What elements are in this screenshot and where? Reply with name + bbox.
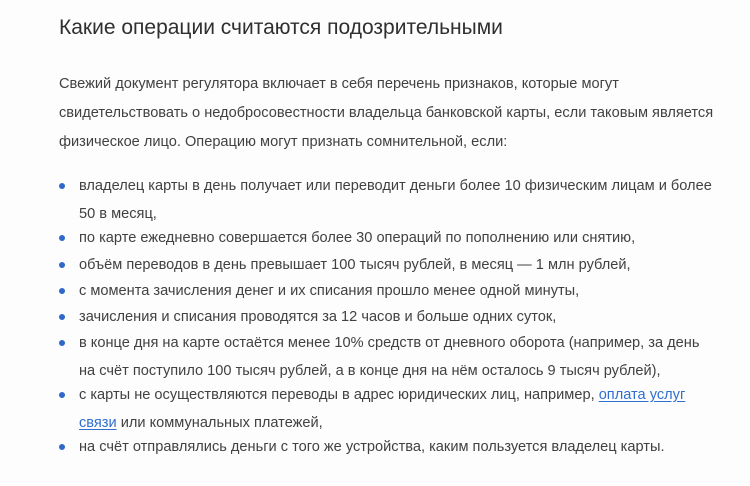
list-item-text	[79, 381, 729, 437]
bullet-icon	[59, 288, 65, 294]
list-item	[59, 329, 729, 385]
intro-line: свидетельствовать о недобросовестности владельца банковской карты, если таковым является	[59, 105, 714, 121]
bullet-icon	[59, 444, 65, 450]
intro-line: физическое лицо. Операцию могут признать сомнительной, если:	[59, 134, 508, 150]
list-item	[59, 433, 729, 461]
list-item	[59, 303, 729, 331]
list-item-line: зачисления и списания проводятся за 12 часов и больше одних суток,	[79, 309, 557, 325]
list-item-line: в конце дня на карте остаётся менее 10% средств от дневного оборота (например, за день	[79, 335, 700, 351]
communication-services-link[interactable]: связи	[79, 415, 117, 431]
bullet-icon	[59, 235, 65, 241]
list-item-line: с момента зачисления денег и их списания прошло менее одной минуты,	[79, 283, 580, 299]
list-item-text	[79, 303, 729, 331]
bullet-icon	[59, 183, 65, 189]
list-item	[59, 381, 729, 437]
list-item-text	[79, 329, 729, 385]
list-item-text-segment: с карты не осуществляются переводы в адрес юридических лиц, например,	[79, 387, 599, 403]
intro-line: Свежий документ регулятора включает в себя перечень признаков, которые могут	[59, 76, 619, 92]
list-item	[59, 224, 729, 252]
bullet-icon	[59, 340, 65, 346]
list-item-text	[79, 277, 729, 305]
list-item-text-segment: или коммунальных платежей,	[116, 415, 323, 431]
list-item-line: по карте ежедневно совершается более 30 операций по пополнению или снятию,	[79, 230, 636, 246]
list-item-line	[79, 381, 729, 409]
utility-payment-link[interactable]: оплата услуг	[598, 387, 686, 403]
list-item-line: 50 в месяц,	[79, 206, 157, 222]
bullet-icon	[59, 262, 65, 268]
list-item	[59, 172, 729, 228]
list-item-line: на счёт отправлялись деньги с того же устройства, каким пользуется владелец карты.	[79, 439, 665, 455]
list-item-line: на счёт поступило 100 тысяч рублей, а в конце дня на нём осталось 9 тысяч рублей),	[79, 363, 661, 379]
list-item-text	[79, 224, 729, 252]
list-item-line: владелец карты в день получает или переводит деньги более 10 физическим лицам и более	[79, 178, 712, 194]
bullet-icon	[59, 314, 65, 320]
list-item-line: объём переводов в день превышает 100 тысяч рублей, в месяц — 1 млн рублей,	[79, 257, 631, 273]
list-item	[59, 251, 729, 279]
list-item	[59, 277, 729, 305]
bullet-icon	[59, 392, 65, 398]
list-item-text	[79, 433, 729, 461]
list-item-text	[79, 172, 729, 228]
article-heading: Какие операции считаются подозрительными	[59, 16, 503, 39]
list-item-text	[79, 251, 729, 279]
